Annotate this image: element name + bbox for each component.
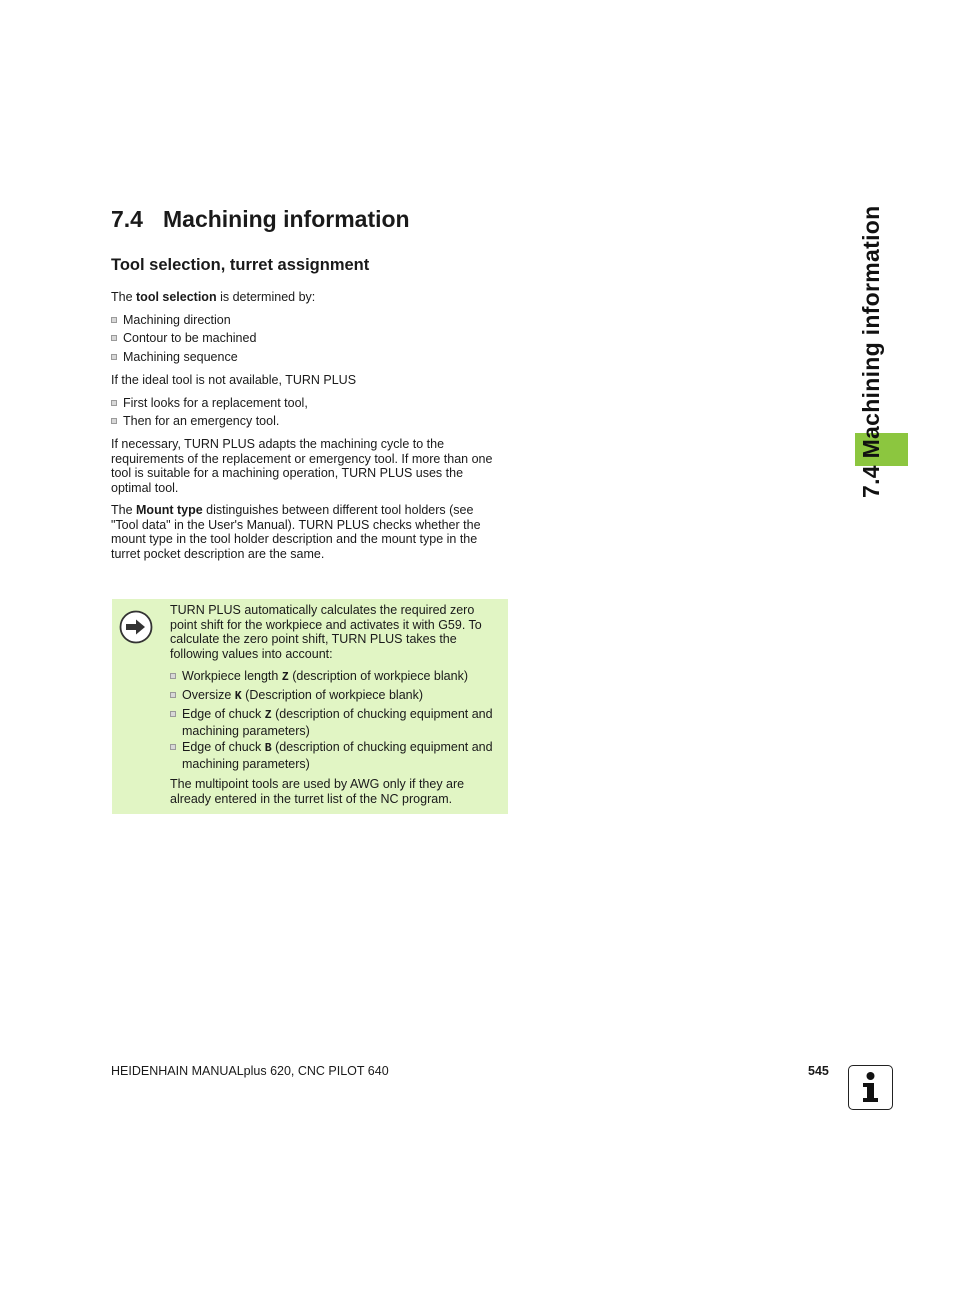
- note-list-item: [170, 740, 493, 771]
- bullet-square-icon: [111, 335, 117, 341]
- bullet-square-icon: [170, 673, 176, 679]
- address-letter: B: [264, 742, 272, 755]
- note-line: TURN PLUS automatically calculates the required zero: [170, 603, 475, 617]
- item-text: machining parameters): [182, 723, 310, 738]
- note-line: following values into account:: [170, 646, 333, 661]
- item-text: (Description of workpiece blank): [241, 688, 424, 702]
- item-text: Oversize: [182, 688, 235, 702]
- item-text: Edge of chuck: [182, 740, 265, 754]
- list-item: [111, 396, 308, 411]
- mount-bold: Mount type: [136, 503, 203, 517]
- address-letter: Z: [264, 709, 272, 722]
- bullet-square-icon: [111, 400, 117, 406]
- list-item: [111, 313, 231, 328]
- item-text: Edge of chuck: [182, 707, 265, 721]
- bullet-square-icon: [111, 317, 117, 323]
- address-letter: Z: [281, 671, 289, 684]
- bullet-square-icon: [111, 354, 117, 360]
- chapter-title-text: Machining information: [163, 206, 410, 232]
- item-text: Workpiece length: [182, 669, 282, 683]
- address-letter: K: [234, 690, 242, 703]
- note-list-item: [170, 688, 423, 705]
- bullet-square-icon: [111, 418, 117, 424]
- fallback-intro: If the ideal tool is not available, TURN PLUS: [111, 373, 357, 387]
- side-tab-title: 7.4 Machining information: [858, 205, 884, 498]
- paragraph-line: mount type in the tool holder description and the mount type in the: [111, 532, 478, 546]
- intro-bold: tool selection: [136, 290, 217, 304]
- note-list-item: [170, 707, 493, 738]
- list-item-text: Machining sequence: [123, 350, 238, 364]
- info-glyph-icon: [849, 1066, 891, 1108]
- footer-text: HEIDENHAIN MANUALplus 620, CNC PILOT 640: [111, 1064, 389, 1078]
- chapter-title: [111, 206, 410, 233]
- bullet-square-icon: [170, 744, 176, 750]
- list-item: [111, 331, 256, 346]
- note-line: point shift for the workpiece and activates it with G59. To: [170, 617, 482, 632]
- arrow-right-circle-icon: [118, 609, 154, 645]
- item-text: (description of chucking equipment and: [271, 740, 493, 754]
- adapt-paragraph: [111, 437, 511, 495]
- note-line: already entered in the turret list of the NC program.: [170, 791, 453, 806]
- chapter-number: 7.4: [111, 206, 143, 232]
- note-paragraph: [170, 603, 505, 661]
- mount-rest: distinguishes between different tool holders (see: [202, 503, 474, 517]
- list-item-text: First looks for a replacement tool,: [123, 396, 308, 410]
- paragraph-line: optimal tool.: [111, 480, 179, 495]
- section-title: Tool selection, turret assignment: [111, 256, 370, 274]
- bullet-square-icon: [170, 692, 176, 698]
- bullet-square-icon: [170, 711, 176, 717]
- item-text: machining parameters): [182, 756, 310, 771]
- note-line: The multipoint tools are used by AWG only if they are: [170, 777, 465, 791]
- intro-paragraph: [111, 290, 315, 305]
- note-line: calculate the zero point shift, TURN PLUS takes the: [170, 632, 457, 646]
- paragraph-line: If necessary, TURN PLUS adapts the machining cycle to the: [111, 437, 445, 451]
- paragraph-line: [111, 503, 511, 518]
- list-item-text: Then for an emergency tool.: [123, 414, 280, 428]
- note-closing: [170, 777, 505, 806]
- intro-after: is determined by:: [216, 290, 316, 304]
- paragraph-line: turret pocket description are the same.: [111, 546, 325, 561]
- mount-type-paragraph: [111, 503, 511, 561]
- list-item-text: Machining direction: [123, 313, 231, 327]
- paragraph-line: tool is suitable for a machining operation, TURN PLUS uses the: [111, 466, 464, 480]
- list-item-text: Contour to be machined: [123, 331, 257, 345]
- paragraph-line: "Tool data" in the User's Manual). TURN PLUS checks whether the: [111, 517, 481, 532]
- item-text: (description of workpiece blank): [288, 669, 468, 683]
- list-item: [111, 414, 279, 429]
- info-icon: [848, 1065, 893, 1110]
- intro-before: The: [111, 290, 137, 304]
- item-text: (description of chucking equipment and: [271, 707, 493, 721]
- page-number: 545: [808, 1064, 829, 1078]
- paragraph-line: requirements of the replacement or emergency tool. If more than one: [111, 451, 493, 466]
- mount-before: The: [111, 503, 137, 517]
- list-item: [111, 350, 238, 365]
- note-list-item: [170, 669, 468, 686]
